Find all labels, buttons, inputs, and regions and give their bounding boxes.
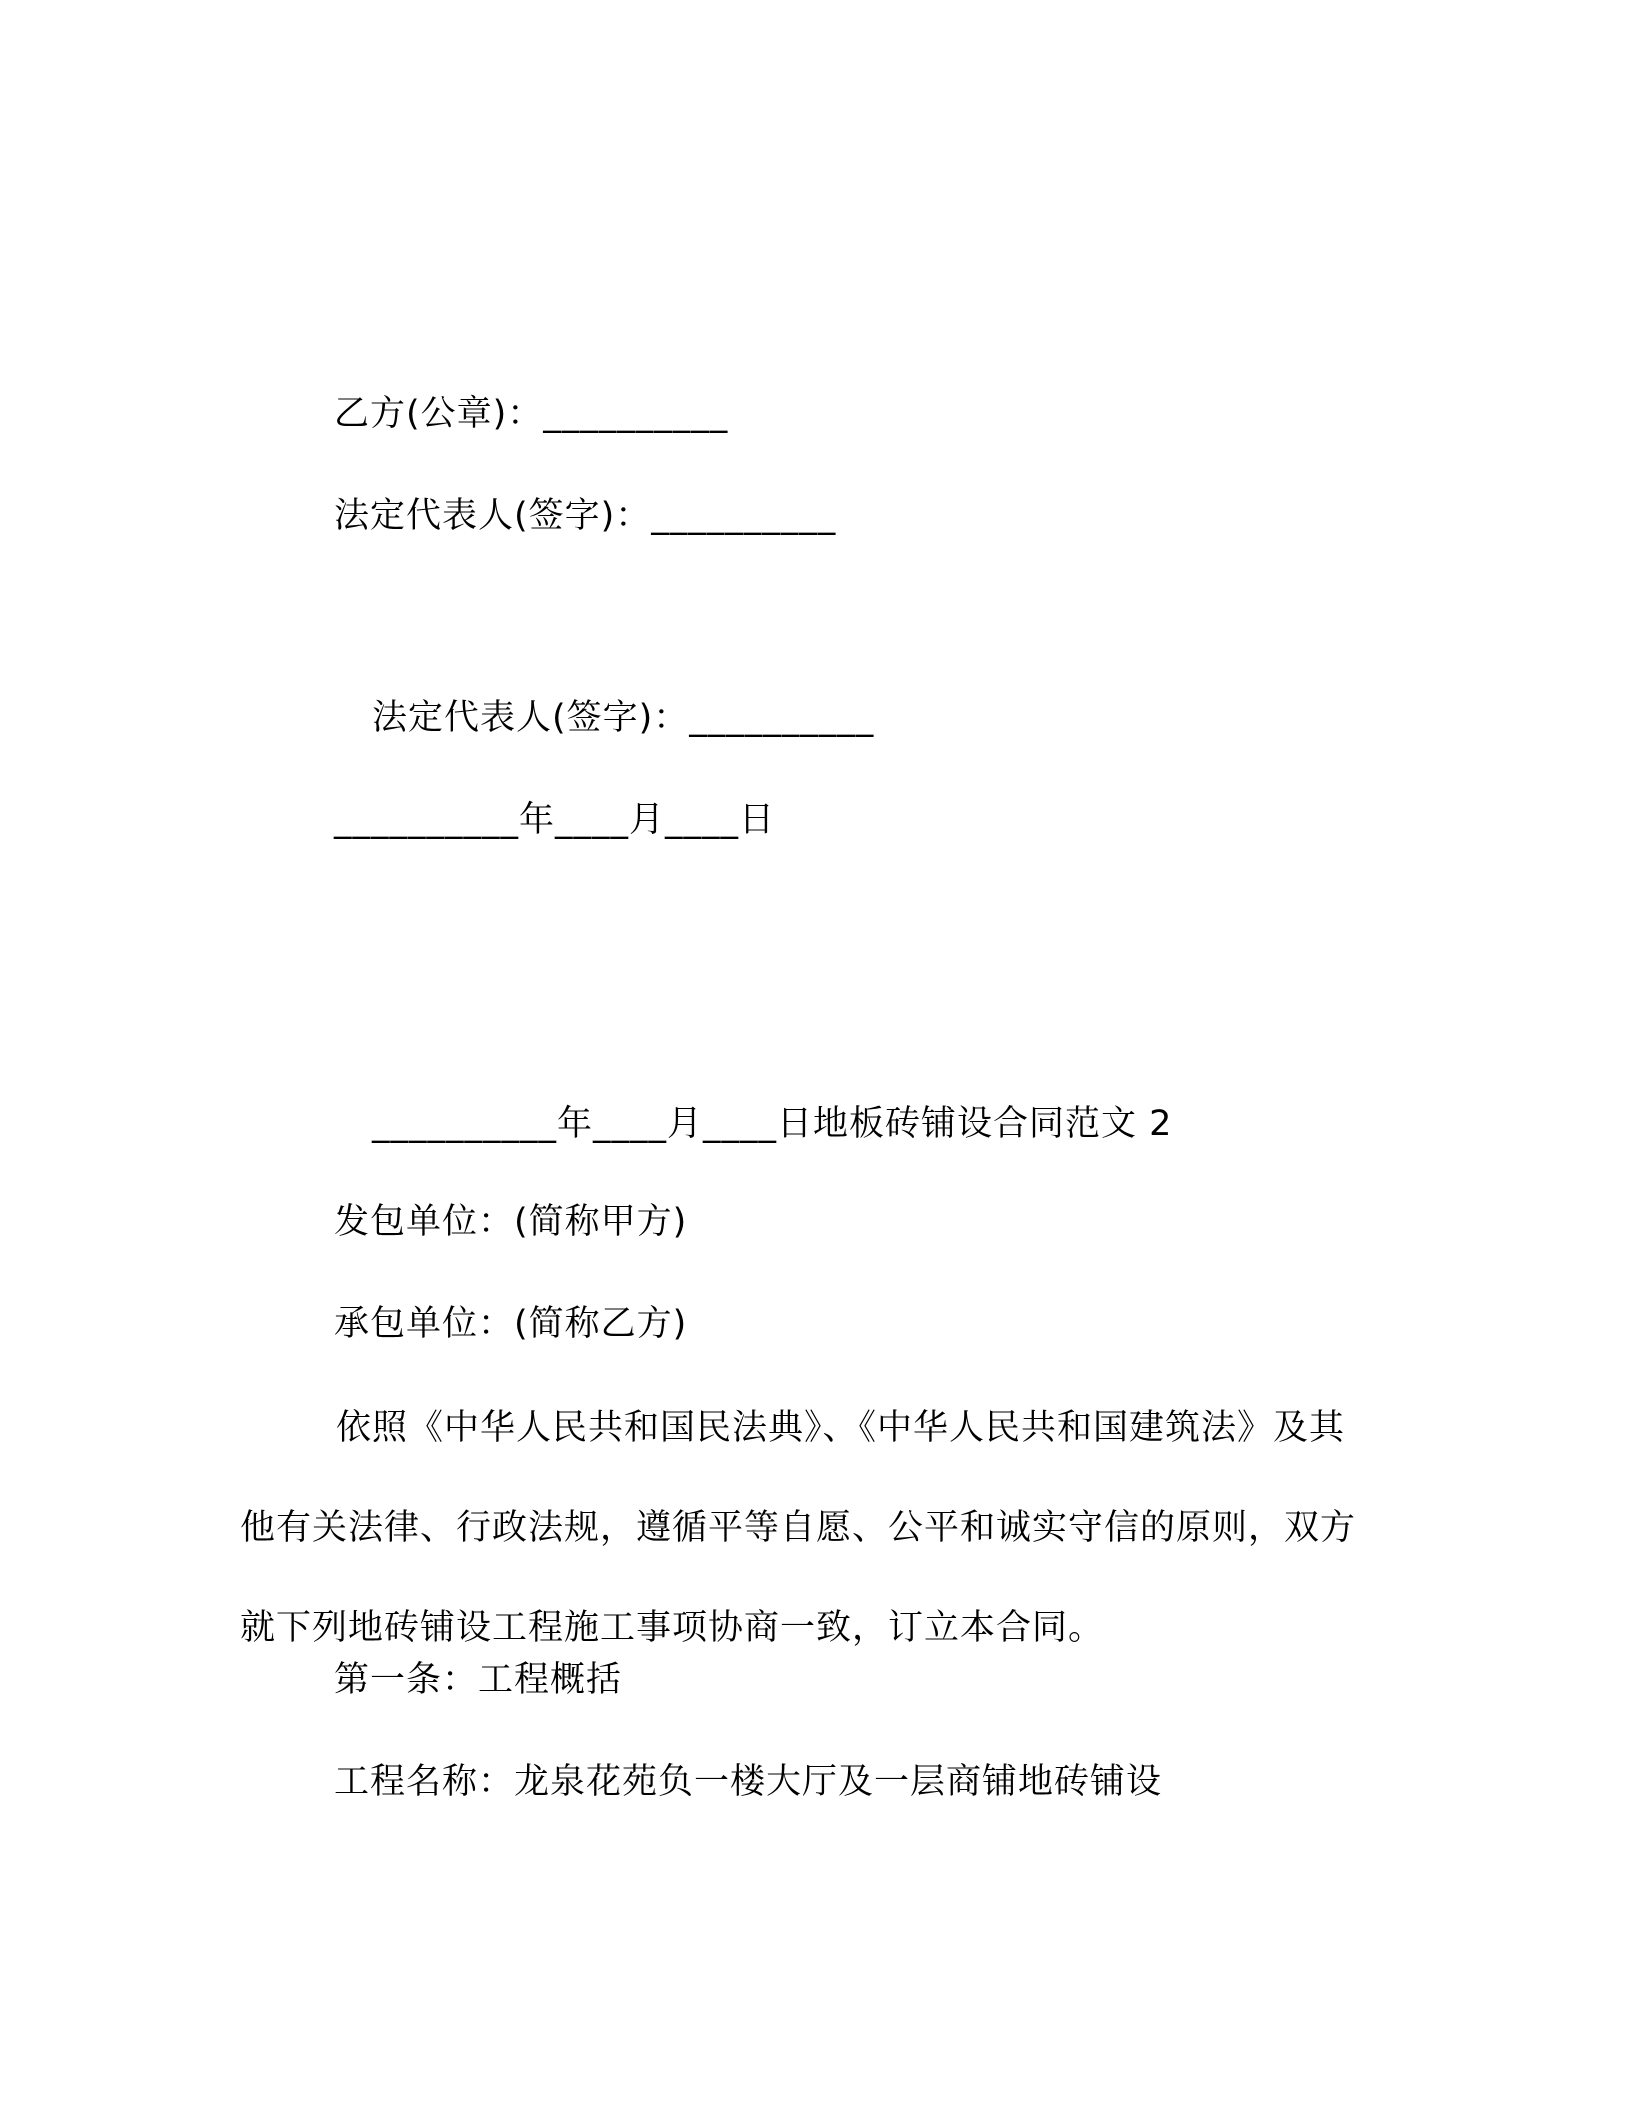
party-b-seal-line: 乙方(公章)：__________	[334, 394, 729, 434]
contractor-unit-line: 承包单位：(简称乙方)	[334, 1304, 688, 1344]
project-name-line: 工程名称：龙泉花苑负一楼大厅及一层商铺地砖铺设	[334, 1762, 1163, 1802]
employer-unit-line: 发包单位：(简称甲方)	[334, 1202, 688, 1242]
signing-date-line: __________年____月____日	[334, 800, 776, 840]
article-1-heading: 第一条：工程概括	[334, 1660, 623, 1700]
preamble-paragraph: 依照《中华人民共和国民法典》、《中华人民共和国建筑法》及其他有关法律、行政法规，遵循平等自愿、公平和诚实守信的原则，双方就下列地砖铺设工程施工事项协商一致，订立本合同。	[240, 1408, 1357, 1648]
legal-representative-signature-line-2: 法定代表人(签字)：__________	[372, 698, 875, 738]
legal-representative-signature-line: 法定代表人(签字)：__________	[334, 496, 837, 536]
contract-title: __________年____月____日地板砖铺设合同范文 2	[372, 1104, 1173, 1144]
